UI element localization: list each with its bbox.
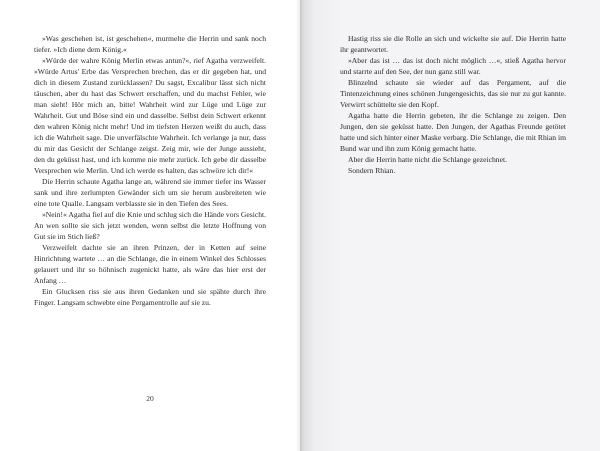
paragraph: Aber die Herrin hatte nicht die Schlange gezeichnet. [348,155,507,164]
paragraph: Verzweifelt dachte sie an ihren Prinzen, der in Ketten auf seine Hinrichtung wartete … an die Schlange, die in einem Winkel des Schlosses gelauert und ihr so höhnisch zugenickt hatte, als wäre das hier erst der Anfang … [34,243,266,285]
paragraph: Blinzelnd schaute sie wieder auf das Pergament, auf die Tintenzeichnung eines schönen Jungengesichts, das sie nur zu gut kannte. Verwirrt schüttelte sie den Kopf. [340,78,566,109]
book-gutter [296,0,304,451]
paragraph: Hastig riss sie die Rolle an sich und wickelte sie auf. Die Herrin hatte ihr geantwortet. [340,34,566,54]
paragraph: Die Herrin schaute Agatha lange an, während sie immer tiefer ins Wasser sank und ihre zerlumpten Gewänder sich um sie herum ausbreiteten wie eine tote Qualle. Langsam verblasste sie in den Tiefen des Sees. [34,177,266,208]
paragraph: »Nein!« Agatha fiel auf die Knie und schlug sich die Hände vors Gesicht. An wen sollte sie sich jetzt wenden, wenn selbst die letzte Hoffnung von Gut sie im Stich ließ? [34,210,266,241]
paragraph: Sondern Rhian. [348,166,396,175]
left-page-text [34,33,266,308]
right-page [300,0,600,451]
paragraph: Agatha hatte die Herrin gebeten, ihr die Schlange zu zeigen. Den Jungen, den sie geküsst hatte. Den Jungen, der Agathas Freunde getötet hatte und sich hinter einer Maske verbarg. Die Schlange, die mit Rhian im Bund war und ihn zum König gemacht hatte. [340,111,566,153]
right-page-text [340,33,566,176]
paragraph: »Würde der wahre König Merlin etwas antun?«, rief Agatha verzweifelt. »Würde Artus' Erbe das Versprechen brechen, das er dir gegeben hat, und dich in diesem Zustand zurücklassen? Du sagst, Excalibur lässt sich nicht täuschen, aber du hast das Schwert erschaffen, und du machst Fehler, wie man sieht! Hör mich an, bitte! Wahrheit wird zur Lüge und Lüge zur Wahrheit. Gut und Böse sind ein und dasselbe. Selbst dein Schwert erkennt den wahren König nicht mehr! Und im tiefsten Herzen weißt du auch, dass ich die Wahrheit sage. Die unverfälschte Wahrheit. Ich verlange ja nur, dass du mir das Gesicht der Schlange zeigst. Zeig mir, wie der Junge aussieht, den du geküsst hast, und ich komme nie mehr zurück. Ich gebe dir dasselbe Versprechen wie Merlin. Und ich werde es halten, das schwöre ich dir!« [34,56,266,175]
paragraph: »Was geschehen ist, ist geschehen«, murmelte die Herrin und sank noch tiefer. »Ich diene dem König.« [34,34,266,54]
paragraph: »Aber das ist … das ist doch nicht möglich …«, stieß Agatha hervor und starrte auf den See, der nun ganz still war. [340,56,566,76]
paragraph: Ein Glucksen riss sie aus ihren Gedanken und sie spähte durch ihre Finger. Langsam schwebte eine Pergamentrolle auf sie zu. [34,287,266,307]
page-number: 20 [146,394,154,403]
